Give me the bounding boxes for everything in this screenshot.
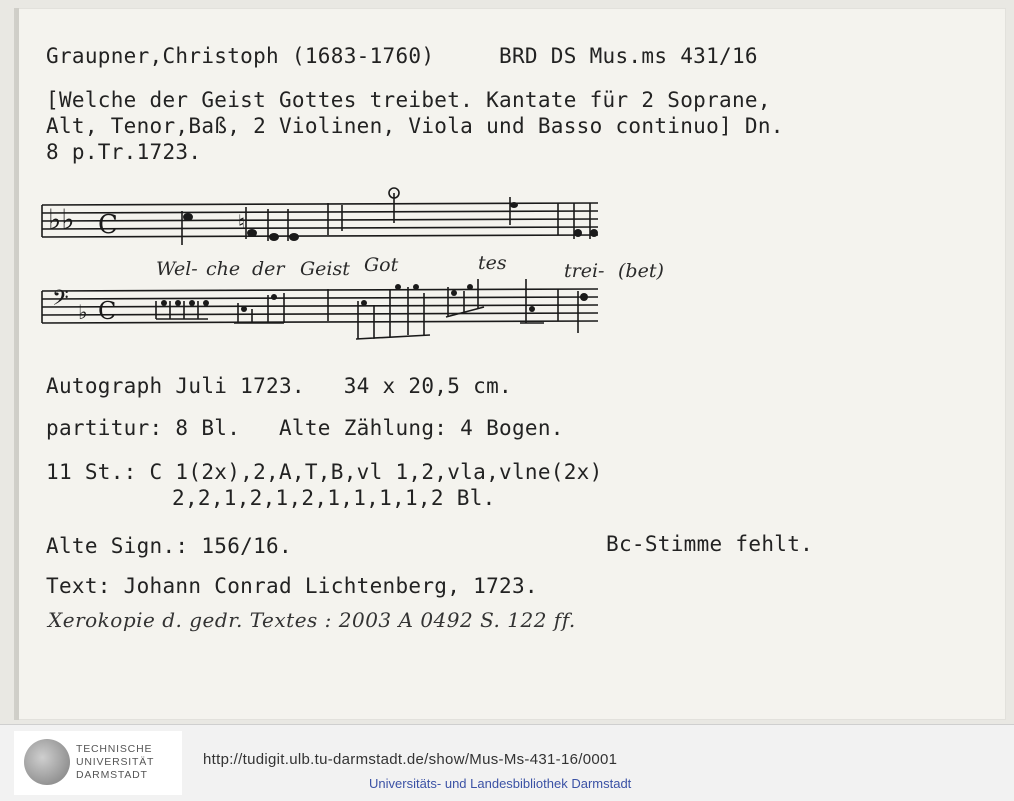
svg-text:C: C <box>98 297 117 325</box>
title-line-1: [Welche der Geist Gottes treibet. Kantate für 2 Soprane, <box>46 88 771 112</box>
partitur-line: partitur: 8 Bl. Alte Zählung: 4 Bogen. <box>46 416 564 440</box>
lyric-syllable: tes <box>478 252 507 274</box>
lyric-syllable: Geist <box>300 258 350 280</box>
card-edge <box>16 8 19 720</box>
composer-line: Graupner,Christoph (1683-1760) BRD DS Mus.ms 431/16 <box>46 44 758 68</box>
catalog-card <box>14 8 1006 720</box>
parts-line-2: 2,2,1,2,1,2,1,1,1,1,2 Bl. <box>172 486 496 510</box>
lyric-syllable: (bet) <box>618 260 664 282</box>
svg-text:C: C <box>98 210 118 240</box>
text-author-line: Text: Johann Conrad Lichtenberg, 1723. <box>46 574 538 598</box>
title-line-3: 8 p.Tr.1723. <box>46 140 202 164</box>
parts-line-1: 11 St.: C 1(2x),2,A,T,B,vl 1,2,vla,vlne(2x) <box>46 460 603 484</box>
logo-line: TECHNISCHE <box>76 743 153 755</box>
lyric-syllable: trei- <box>564 260 605 282</box>
lyric-syllable: Wel- <box>156 258 198 280</box>
title-line-2: Alt, Tenor,Baß, 2 Violinen, Viola und Basso continuo] Dn. <box>46 114 784 138</box>
lyric-syllable: der <box>252 258 285 280</box>
lyric-syllable: Got <box>364 254 399 276</box>
bc-missing-note: Bc-Stimme fehlt. <box>606 532 814 556</box>
logo-text <box>76 743 154 782</box>
autograph-line: Autograph Juli 1723. 34 x 20,5 cm. <box>46 374 512 398</box>
svg-text:♭: ♭ <box>78 300 88 324</box>
library-link[interactable]: Universitäts- und Landesbibliothek Darmstadt <box>369 776 632 791</box>
athena-head-icon <box>24 739 70 785</box>
logo-line: DARMSTADT <box>76 769 148 781</box>
svg-text:♭♭: ♭♭ <box>48 203 75 236</box>
handwritten-note: Xerokopie d. gedr. Textes : 2003 A 0492 S. 122 ff. <box>48 608 576 632</box>
lyric-syllable: che <box>206 258 241 280</box>
document-url-link[interactable]: http://tudigit.ulb.tu-darmstadt.de/show/Mus-Ms-431-16/0001 <box>203 751 618 768</box>
old-signature-line: Alte Sign.: 156/16. <box>46 534 292 558</box>
svg-text:♮: ♮ <box>238 210 246 234</box>
footer-bar <box>0 724 1014 801</box>
music-incipit <box>38 183 718 343</box>
logo-line: UNIVERSITÄT <box>76 756 155 768</box>
svg-text:𝄢: 𝄢 <box>52 286 69 316</box>
university-logo[interactable] <box>14 731 182 795</box>
